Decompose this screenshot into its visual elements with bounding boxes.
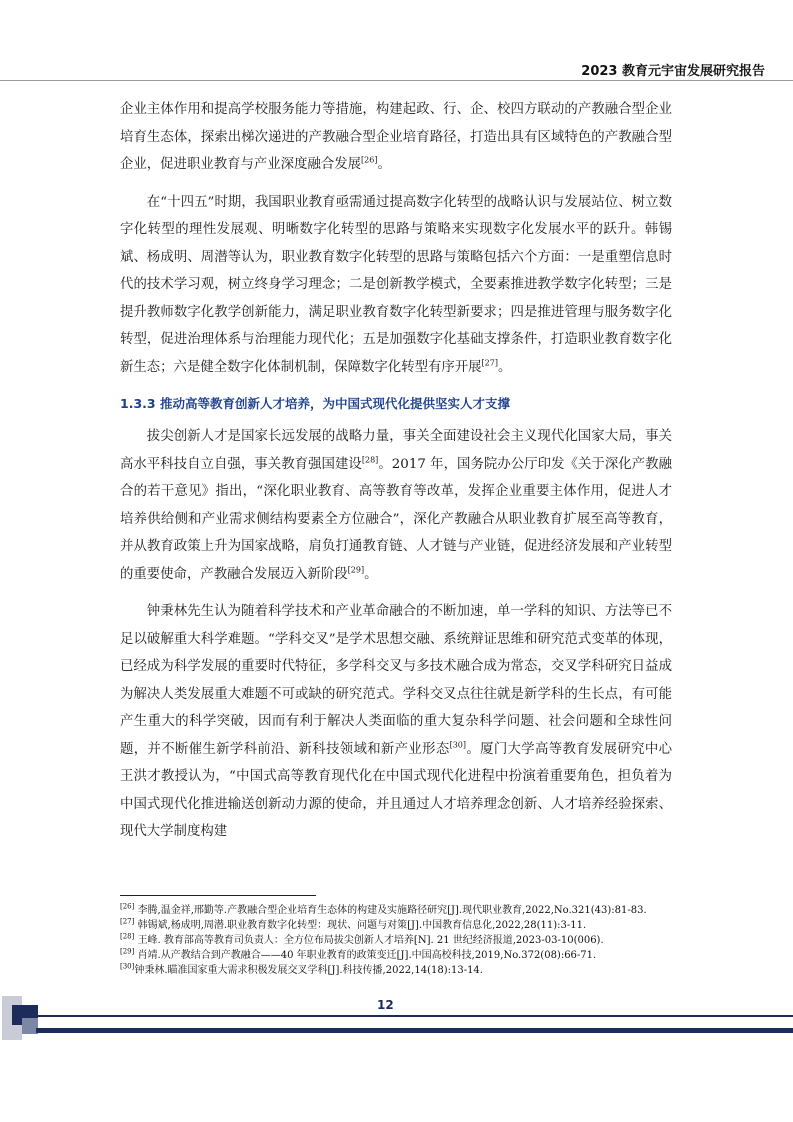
- paragraph-2: [120, 189, 672, 382]
- paragraph-2-text: 在“十四五”时期，我国职业教育亟需通过提高数字化转型的战略认识与发展站位、树立数字化转型的理性发展观、明晰数字化转型的思路与策略来实现数字化发展水平的跃升。韩锡斌、杨成明、周潜等认为，职业教育数字化转型的思路与策略包括六个方面：一是重塑信息时代的技术学习观，树立终身学习理念；二是创新教学模式，全要素推进教学数字化转型；三是提升教师数字化教学创新能力，满足职业教育数字化转型新要求；四是推进管理与服务数字化转型，促进治理体系与治理能力现代化；五是加强数字化基础支撑条件，打造职业教育数字化新生态；六是健全数字化体制机制，保障数字化转型有序开展: [120, 194, 672, 375]
- paragraph-1: [120, 96, 672, 179]
- footnote-text: 肖靖.从产教结合到产教融合——40 年职业教育的政策变迁[J].中国高校科技,2019,No.372(08):66-71.: [137, 950, 597, 961]
- footnote-text: 李腾,温金祥,邢勤等.产教融合型企业培育生态体的构建及实施路径研究[J].现代职业教育,2022,No.321(43):81-83.: [137, 905, 647, 916]
- footnote-number: [29]: [120, 947, 135, 956]
- header-divider: [0, 80, 793, 81]
- footnotes: [120, 903, 680, 978]
- footnote-number: [28]: [120, 932, 135, 941]
- footnote-29: [120, 948, 680, 963]
- footnote-divider: [120, 895, 316, 896]
- footnote-28: [120, 933, 680, 948]
- footer-rule-thin: [36, 1015, 793, 1017]
- citation-30: [30]: [449, 740, 467, 750]
- page-number: 12: [377, 998, 394, 1012]
- citation-26: [26]: [361, 155, 378, 165]
- paragraph-3-text-b: 。2017 年，国务院办公厅印发《关于深化产教融合的若干意见》指出，“深化职业教育、高等教育等改革，发挥企业重要主体作用，促进人才培养供给侧和产业需求侧结构要素全方位融合”，深化产教融合从职业教育扩展至高等教育，并从教育政策上升为国家战略，肩负打通教育链、人才链与产业链，促进经济发展和产业转型的重要使命，产教融合发展迈入新阶段: [120, 456, 672, 582]
- main-content: [120, 96, 672, 846]
- report-title: 2023 教育元宇宙发展研究报告: [581, 64, 765, 79]
- citation-27: [27]: [481, 358, 498, 368]
- footnote-27: [120, 918, 680, 933]
- footnote-number: [30]: [120, 962, 135, 971]
- footnote-text: 王峰. 教育部高等教育司负责人：全方位布局拔尖创新人才培养[N]. 21 世纪经济报道,2023-03-10(006).: [137, 935, 604, 946]
- citation-29: [29]: [347, 565, 365, 575]
- paragraph-1-tail: 。: [377, 157, 391, 172]
- footer-rule-thick: [36, 1028, 793, 1033]
- paragraph-3-tail: 。: [364, 566, 378, 582]
- paragraph-4-text-a: 钟秉林先生认为随着科学技术和产业革命融合的不断加速，单一学科的知识、方法等已不足以破解重大科学难题。“学科交叉”是学术思想交融、系统辩证思维和研究范式变革的体现，已经成为科学发展的重要时代特征，多学科交叉与多技术融合成为常态，交叉学科研究日益成为解决人类发展重大难题不可或缺的研究范式。学科交叉点往往就是新学科的生长点，有可能产生重大的科学突破，因而有利于解决人类面临的重大复杂科学问题、社会问题和全球性问题，并不断催生新学科前沿、新科技领域和新产业形态: [120, 604, 672, 757]
- footnote-number: [27]: [120, 917, 135, 926]
- footnote-26: [120, 903, 680, 918]
- section-heading-1-3-3: 1.3.3 推动高等教育创新人才培养，为中国式现代化提供坚实人才支撑: [120, 396, 510, 411]
- citation-28: [28]: [361, 455, 379, 465]
- paragraph-1-text: 企业主体作用和提高学校服务能力等措施，构建起政、行、企、校四方联动的产教融合型企业培育生态体，探索出梯次递进的产教融合型企业培育路径，打造出具有区域特色的产教融合型企业，促进职业教育与产业深度融合发展: [120, 102, 672, 172]
- paragraph-3-text-a: 拔尖创新人才是国家长远发展的战略力量，事关全面建设社会主义现代化国家大局，事关高水平科技自立自强，事关教育强国建设: [120, 429, 672, 472]
- footnote-30: [120, 963, 680, 978]
- footnote-text: 钟秉林.瞄准国家重大需求积极发展交叉学科[J].科技传播,2022,14(18):13-14.: [134, 965, 483, 976]
- paragraph-2-tail: 。: [497, 359, 512, 375]
- footnote-text: 韩锡斌,杨成明,周潜.职业教育数字化转型：现状、问题与对策[J].中国教育信息化,2022,28(11):3-11.: [137, 920, 587, 931]
- paragraph-3: [120, 423, 672, 588]
- footnote-number: [26]: [120, 902, 135, 911]
- paragraph-4-text-b: 。厦门大学高等教育发展研究中心王洪才教授认为，“中国式高等教育现代化在中国式现代化进程中扮演着重要角色，担负着为中国式现代化推进输送创新动力源的使命，并且通过人才培养理念创新、人才培养经验探索、现代大学制度构建: [120, 741, 673, 839]
- paragraph-4: [120, 598, 672, 846]
